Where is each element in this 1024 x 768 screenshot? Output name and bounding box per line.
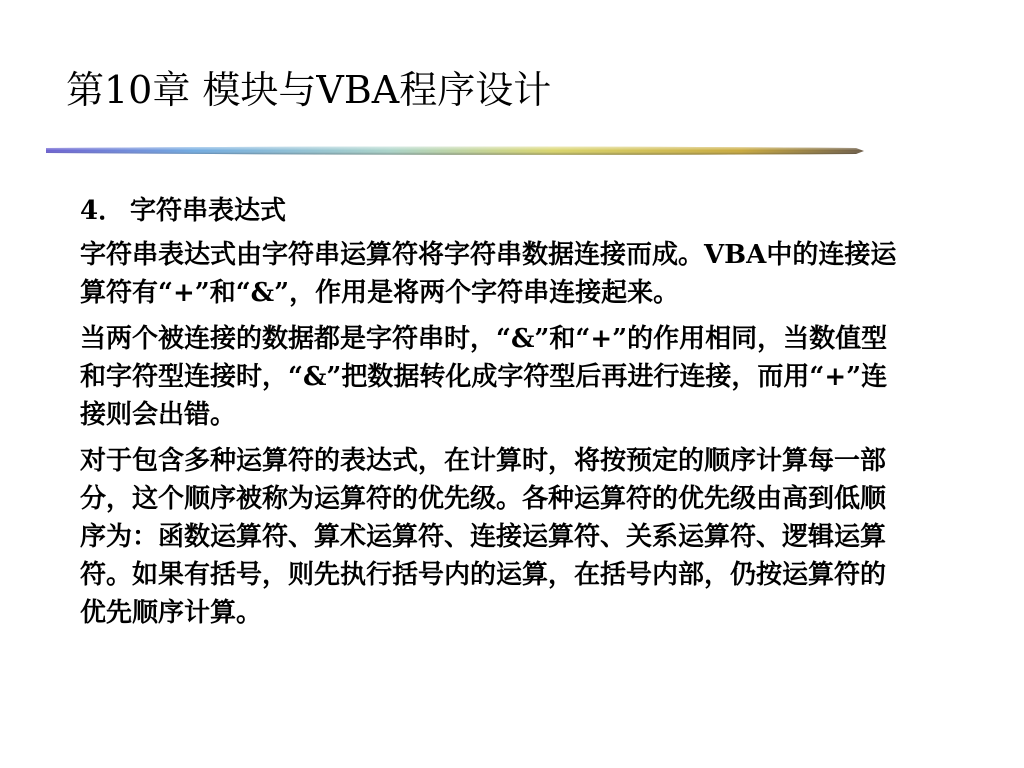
slide-body [80, 192, 910, 640]
slide-title: 第10章 模块与VBA程序设计 [66, 68, 552, 112]
section-number: 4． [80, 196, 125, 226]
section-heading-text: 字符串表达式 [130, 196, 287, 226]
body-paragraph-2: 当两个被连接的数据都是字符串时，“&”和“+”的作用相同，当数值型和字符型连接时，“&”把数据转化成字符型后再进行连接，而用“+”连接则会出错。 [80, 324, 888, 430]
body-paragraph-1: 字符串表达式由字符串运算符将字符串数据连接而成。VBA中的连接运算符有“+”和“&”，作用是将两个字符串连接起来。 [80, 240, 897, 308]
section-heading [80, 192, 910, 230]
body-paragraph-3: 对于包含多种运算符的表达式，在计算时，将按预定的顺序计算每一部分，这个顺序被称为运算符的优先级。各种运算符的优先级由高到低顺序为：函数运算符、算术运算符、连接运算符、关系运算符、逻辑运算符。如果有括号，则先执行括号内的运算，在括号内部，仍按运算符的优先顺序计算。 [80, 446, 887, 628]
title-underline-rule [44, 142, 866, 158]
